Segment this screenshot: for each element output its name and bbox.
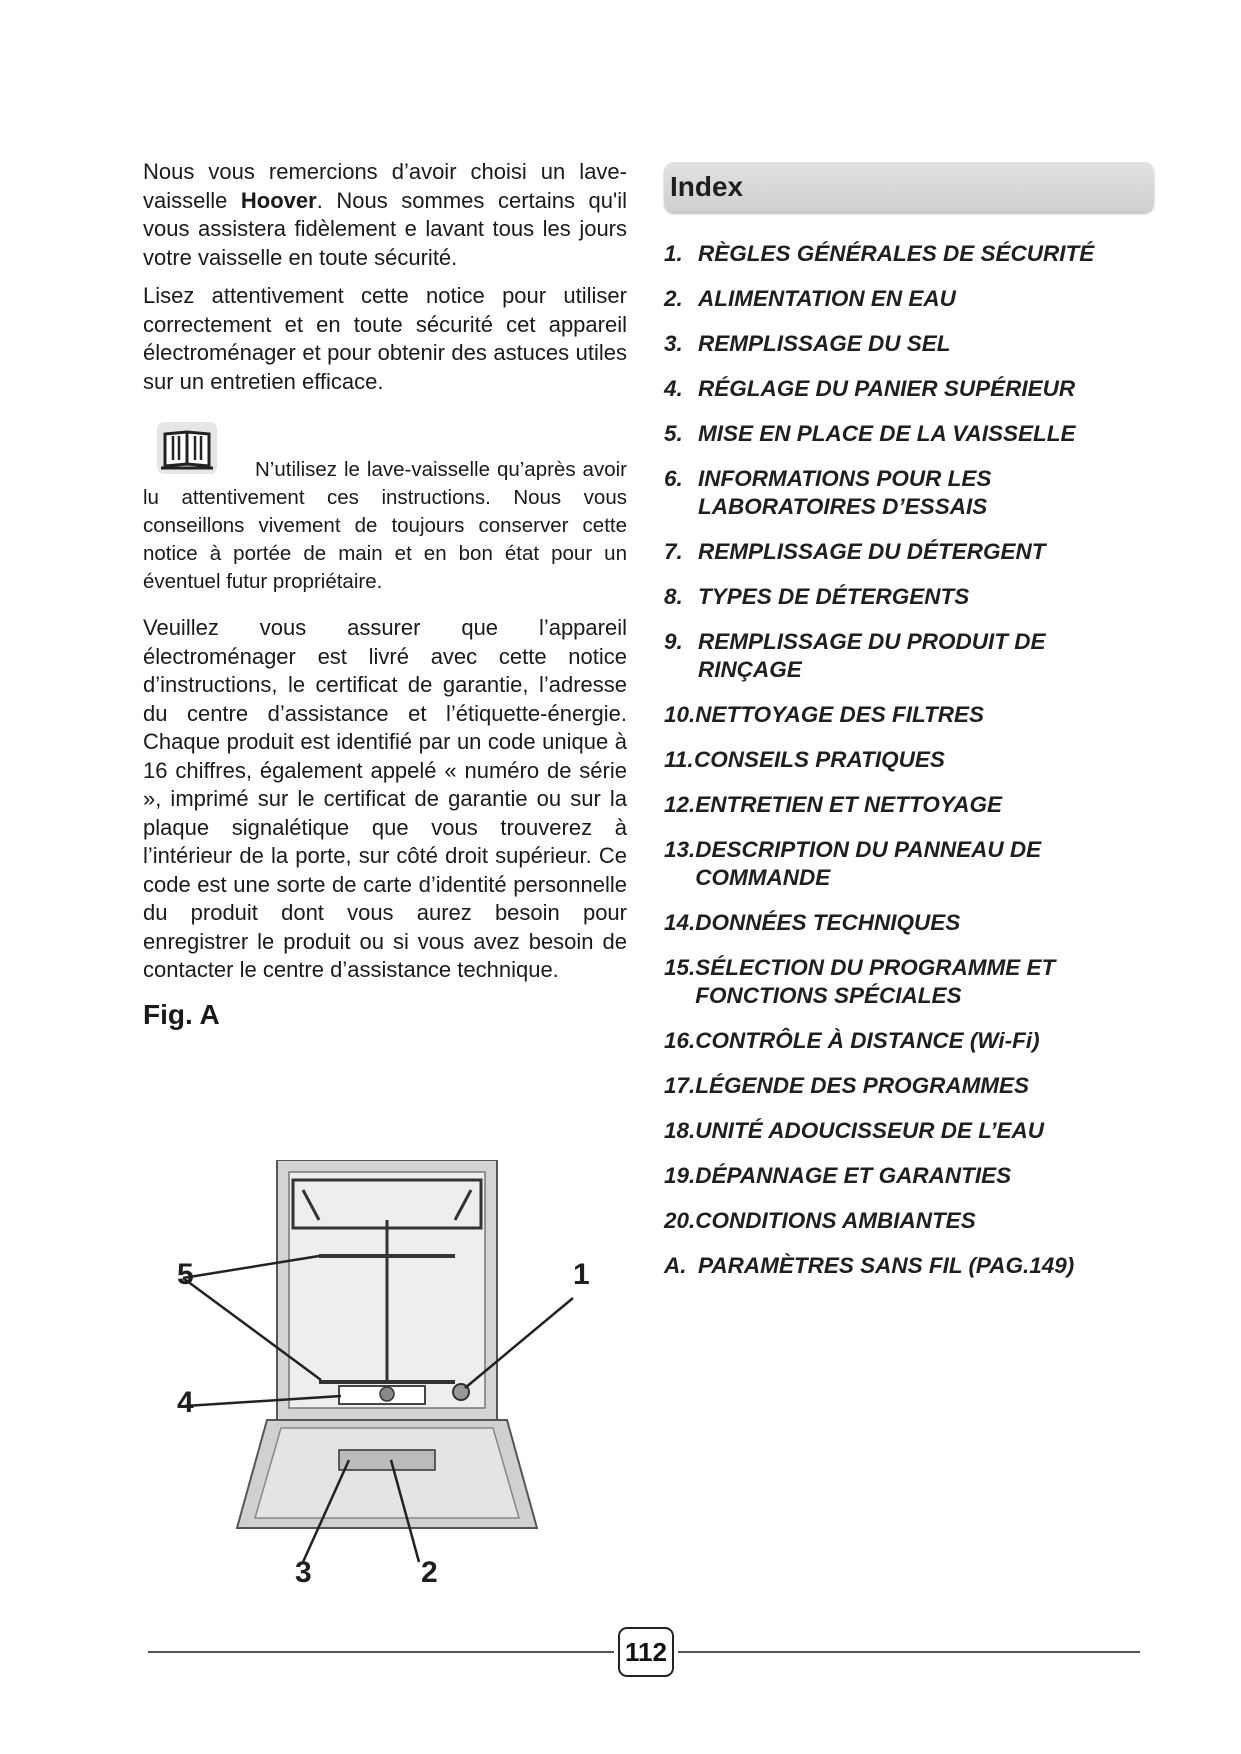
intro-text: Nous vous remercions d’avoir choisi un lave-vaisselle: [143, 159, 627, 213]
intro-text: . Nous sommes certains qu'il vous assistera fidèlement e lavant tous les jours votre vaisselle en toute sécurité.: [143, 187, 627, 270]
index-item[interactable]: A. PARAMÈTRES SANS FIL (PAG.149): [664, 1253, 1075, 1278]
page-number: 112: [618, 1627, 674, 1677]
index-item[interactable]: 12. ENTRETIEN ET NETTOYAGE: [664, 792, 1002, 817]
index-item[interactable]: 17. LÉGENDE DES PROGRAMMES: [664, 1073, 1030, 1098]
index-item[interactable]: 20. CONDITIONS AMBIANTES: [664, 1208, 976, 1233]
brand-name: Hoover: [240, 187, 317, 213]
index-item[interactable]: 6. INFORMATIONS POUR LES LABORATOIRES D’ESSAIS: [664, 466, 992, 519]
callout-5: 5: [177, 1258, 194, 1291]
index-item[interactable]: 13. DESCRIPTION DU PANNEAU DE COMMANDE: [664, 837, 1042, 890]
callout-3: 3: [295, 1556, 312, 1589]
reading-note: [143, 420, 627, 596]
dishwasher-figure: [143, 1160, 627, 1640]
footer-rule-left: [148, 1651, 614, 1653]
index-item[interactable]: 5. MISE EN PLACE DE LA VAISSELLE: [664, 421, 1076, 446]
intro-paragraph-1: [143, 158, 627, 272]
reading-note-text: N’utilisez le lave-vaisselle qu’après avoir lu attentivement ces instructions. Nous vous conseillons vivement de toujours conserver cette notice à portée de main et en bon état pour un éventuel futur propriétaire.: [143, 458, 627, 593]
footer-rule-right: [678, 1651, 1140, 1653]
index-item[interactable]: 14. DONNÉES TECHNIQUES: [664, 910, 961, 935]
index-item[interactable]: 16. CONTRÔLE À DISTANCE (Wi-Fi): [664, 1028, 1040, 1053]
index-item[interactable]: 10. NETTOYAGE DES FILTRES: [664, 702, 985, 727]
index-item[interactable]: 18. UNITÉ ADOUCISSEUR DE L’EAU: [664, 1118, 1045, 1143]
intro-paragraph-2: Lisez attentivement cette notice pour utiliser correctement et en toute sécurité cet appareil électroménager et pour obtenir des astuces utiles sur un entretien efficace.: [143, 283, 627, 394]
index-column: [664, 162, 1154, 1297]
index-item[interactable]: 4. RÉGLAGE DU PANIER SUPÉRIEUR: [664, 376, 1076, 401]
intro-column: [143, 158, 627, 1031]
index-item[interactable]: 9. REMPLISSAGE DU PRODUIT DE RINÇAGE: [664, 629, 1046, 682]
index-item[interactable]: 15. SÉLECTION DU PROGRAMME ET FONCTIONS SPÉCIALES: [664, 955, 1056, 1008]
index-item[interactable]: 8. TYPES DE DÉTERGENTS: [664, 584, 970, 609]
index-list: [664, 240, 1154, 1280]
figure-title: Fig. A: [143, 998, 220, 1030]
index-item[interactable]: 1. RÈGLES GÉNÉRALES DE SÉCURITÉ: [664, 241, 1095, 266]
callout-4: 4: [177, 1386, 194, 1419]
callout-2: 2: [421, 1556, 438, 1589]
open-book-icon: [155, 420, 219, 476]
intro-paragraph-3: Veuillez vous assurer que l’appareil électroménager est livré avec cette notice d’instructions, le certificat de garantie, l’adresse du centre d’assistance et l’étiquette-énergie. Chaque produit est identifié par un code unique à 16 chiffres, également appelé « numéro de série », imprimé sur le certificat de garantie ou sur la plaque signalétique que vous trouverez à l’intérieur de la porte, sur côté droit supérieur. Ce code est une sorte de carte d’identité personnelle du produit dont vous aurez besoin pour enregistrer le produit ou si vous avez besoin de contacter le centre d’assistance technique.: [143, 615, 627, 982]
index-item[interactable]: 11. CONSEILS PRATIQUES: [664, 747, 945, 772]
index-header: [664, 162, 1154, 212]
callout-1: 1: [573, 1258, 590, 1291]
index-item[interactable]: 3. REMPLISSAGE DU SEL: [664, 331, 951, 356]
index-item[interactable]: 2. ALIMENTATION EN EAU: [664, 286, 956, 311]
dishwasher-illustration: [143, 1160, 627, 1640]
index-item[interactable]: 7. REMPLISSAGE DU DÉTERGENT: [664, 539, 1046, 564]
index-item[interactable]: 19. DÉPANNAGE ET GARANTIES: [664, 1163, 1012, 1188]
index-title: Index: [670, 171, 744, 202]
